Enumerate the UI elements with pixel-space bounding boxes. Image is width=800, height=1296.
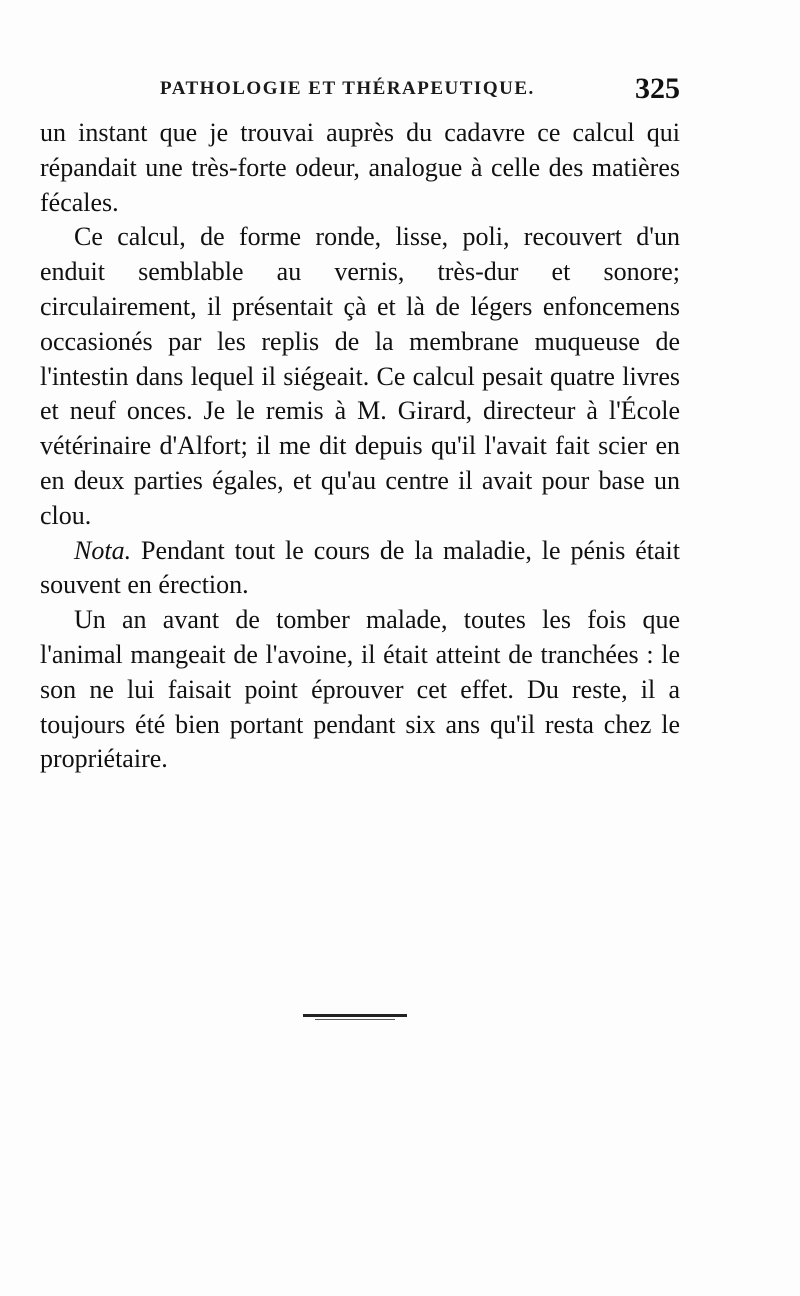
running-title: PATHOLOGIE ET THÉRAPEUTIQUE. <box>160 78 535 99</box>
page-header <box>40 72 680 112</box>
nota-label: Nota. <box>74 535 132 565</box>
paragraph-nota <box>40 534 680 604</box>
page-number: 325 <box>635 72 680 105</box>
nota-text: Pendant tout le cours de la maladie, le pénis était souvent en érection. <box>40 535 680 600</box>
section-end-rule-thin <box>315 1019 395 1020</box>
section-end-rule <box>303 1014 407 1017</box>
paragraph-history: Un an avant de tomber malade, toutes les fois que l'animal mangeait de l'avoine, il était atteint de tranchées : le son ne lui faisait point éprouver cet effet. Du reste, il a toujours été bien portant pendant six ans qu'il resta chez le propriétaire. <box>40 605 680 774</box>
paragraph-continuation: un instant que je trouvai auprès du cadavre ce calcul qui répandait une très-forte odeur, analogue à celle des matières fécales. <box>40 118 680 217</box>
body-text <box>40 116 680 777</box>
paragraph-calculus: Ce calcul, de forme ronde, lisse, poli, recouvert d'un enduit semblable au vernis, très-dur et sonore; circulairement, il présentait çà et là de légers enfoncemens occasionés par les replis de la membrane muqueuse de l'intestin dans lequel il siégeait. Ce calcul pesait quatre livres et neuf onces. Je le remis à M. Girard, directeur à l'École vétérinaire d'Alfort; il me dit depuis qu'il l'avait fait scier en en deux parties égales, et qu'au centre il avait pour base un clou. <box>40 222 680 530</box>
